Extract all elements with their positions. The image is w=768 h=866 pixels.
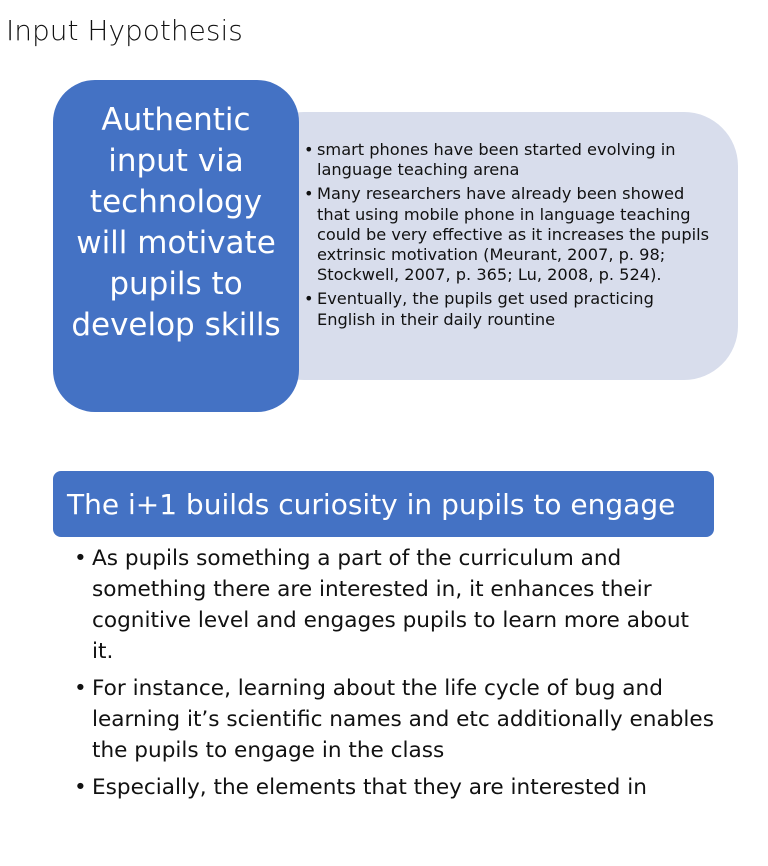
info-bullet-item: • smart phones have been started evolving in language teaching arena: [304, 140, 716, 180]
info-panel: [250, 112, 738, 380]
section-bullet-item: • As pupils something a part of the curriculum and something there are interested in, it enhances their cognitive level and engages pupils to learn more about it.: [74, 543, 714, 667]
section-heading-bar: [53, 471, 714, 537]
section-bullet-list: [74, 543, 714, 809]
info-bullet-item: • Many researchers have already been showed that using mobile phone in language teaching could be very effective as it increases the pupils extrinsic motivation (Meurant, 2007, p. 98; Stockwell, 2007, p. 365; Lu, 2008, p. 524).: [304, 184, 716, 285]
section-bullet-item: • For instance, learning about the life cycle of bug and learning it’s scientific names and etc additionally enables the pupils to engage in the class: [74, 673, 714, 766]
info-bullet-list: [304, 140, 716, 330]
authentic-input-card: Authentic input via technology will motivate pupils to develop skills: [53, 80, 299, 412]
section-heading: The i+1 builds curiosity in pupils to engage: [67, 487, 676, 521]
info-bullet-item: • Eventually, the pupils get used practicing English in their daily rountine: [304, 289, 716, 329]
slide-title: Input Hypothesis: [6, 14, 243, 47]
section-bullet-item: • Especially, the elements that they are interested in: [74, 772, 714, 803]
